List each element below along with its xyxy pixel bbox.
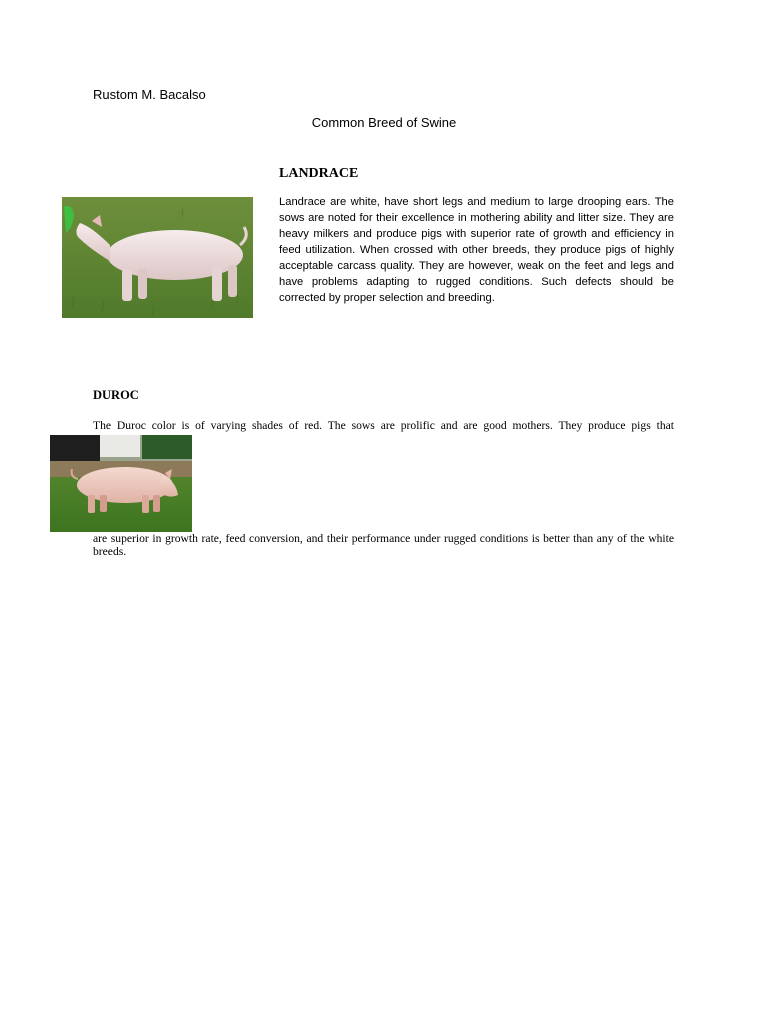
landrace-description: Landrace are white, have short legs and medium to large drooping ears. The sows are noted for their excellence in mothering ability and litter size. They are heavy milkers and produce pigs with superior rate of growth and efficiency in feed utilization. When crossed with other breeds, they produce pigs of highly acceptable carcass quality. They are however, weak on the feet and legs and have problems adapting to rugged conditions. Such defects should be corrected by proper selection and breeding.: [279, 196, 674, 304]
duroc-heading: DUROC: [93, 388, 139, 402]
landrace-heading: LANDRACE: [279, 166, 359, 181]
document-title: Common Breed of Swine: [311, 115, 457, 130]
duroc-description-continued: are superior in growth rate, feed conversion, and their performance under rugged conditions is better than any of the white breeds.: [93, 532, 674, 558]
author-name: Rustom M. Bacalso: [93, 87, 206, 102]
landrace-pig-photo: [62, 197, 253, 318]
duroc-description-first-line: The Duroc color is of varying shades of red. The sows are prolific and are good mothers. They produce pigs that: [93, 419, 674, 432]
duroc-pig-photo: [50, 435, 192, 532]
white-pig-photo-icon: [62, 197, 253, 318]
pig-on-grass-photo-icon: [50, 435, 192, 532]
